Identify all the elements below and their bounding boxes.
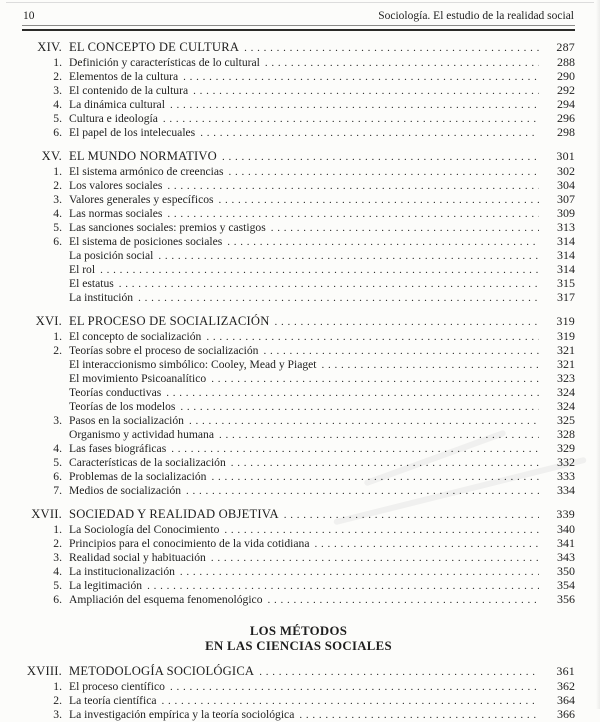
entry-number: 4.	[53, 98, 62, 111]
dot-leader	[119, 277, 539, 291]
dot-leader	[244, 40, 539, 56]
entry-label: La dinámica cultural	[69, 98, 165, 111]
entry-label: La institución	[69, 291, 134, 304]
dot-leader	[299, 708, 539, 722]
entry-number: 5.	[53, 221, 62, 234]
dot-leader	[227, 235, 539, 249]
toc-entry-row	[22, 179, 575, 193]
toc-entry-row	[22, 372, 575, 386]
entry-number: XVI.	[35, 314, 62, 328]
entry-number: 5.	[53, 112, 62, 125]
part-heading	[22, 624, 575, 654]
entry-number: 3.	[53, 193, 62, 206]
entry-number: 2.	[53, 179, 62, 192]
toc-entry-row	[22, 165, 575, 179]
entry-number: 1.	[53, 165, 62, 178]
entry-label: Teorías sobre el proceso de socialización	[69, 344, 259, 357]
entry-number: 2.	[53, 344, 62, 357]
toc-chapter-row	[22, 40, 575, 56]
dot-leader	[259, 664, 539, 680]
entry-label: EL CONCEPTO DE CULTURA	[69, 40, 240, 54]
toc-entry-row	[22, 551, 575, 565]
header-rule-thick	[22, 29, 575, 32]
entry-page: 339	[556, 507, 575, 521]
entry-number: 4.	[53, 442, 62, 455]
toc-chapter-row	[22, 507, 575, 523]
dot-leader	[268, 593, 540, 607]
entry-label: El sistema armónico de creencias	[69, 165, 224, 178]
toc-entry-row	[22, 330, 575, 344]
toc-entry-row	[22, 400, 575, 414]
toc-entry-row	[22, 680, 575, 694]
toc-entry-row	[22, 56, 575, 70]
entry-number: XVIII.	[26, 664, 62, 678]
toc-entry-row	[22, 277, 575, 291]
toc-entry-row	[22, 442, 575, 456]
entry-label: Valores generales y específicos	[69, 193, 214, 206]
dot-leader	[189, 414, 539, 428]
dot-leader	[322, 358, 540, 372]
entry-label: Pasos en la socialización	[69, 414, 184, 427]
entry-page: 319	[556, 314, 575, 328]
entry-label: La posición social	[69, 249, 154, 262]
toc-entry-row	[22, 386, 575, 400]
entry-number: 2.	[53, 537, 62, 550]
toc-entry-row	[22, 565, 575, 579]
toc-chapter-row	[22, 149, 575, 165]
entry-page: 296	[557, 111, 575, 125]
toc-entry-row	[22, 98, 575, 112]
toc-entry-row	[22, 193, 575, 207]
entry-label: El sistema de posiciones sociales	[69, 235, 223, 248]
page-number: 10	[23, 10, 35, 22]
dot-leader	[284, 507, 539, 523]
entry-number: 5.	[53, 579, 62, 592]
entry-page: 356	[557, 592, 575, 606]
entry-label: El proceso científico	[69, 680, 165, 693]
entry-label: Problemas de la socialización	[69, 470, 207, 483]
entry-label: El interaccionismo simbólico: Cooley, Mead y Piaget	[69, 358, 317, 371]
entry-number: 6.	[53, 470, 62, 483]
entry-page: 317	[557, 290, 575, 304]
entry-number: 3.	[53, 84, 62, 97]
entry-page: 314	[557, 262, 575, 276]
entry-page: 366	[557, 707, 575, 721]
toc-entry-row	[22, 207, 575, 221]
dot-leader	[200, 126, 539, 140]
toc-entry-row	[22, 358, 575, 372]
toc-entry-row	[22, 694, 575, 708]
dot-leader	[166, 386, 539, 400]
dot-leader	[100, 263, 539, 277]
dot-leader	[167, 207, 539, 221]
entry-page: 329	[557, 441, 575, 455]
entry-label: Ampliación del esquema fenomenológico	[69, 593, 263, 606]
entry-number: 1.	[53, 523, 62, 536]
toc-entry-row	[22, 414, 575, 428]
toc-entry-row	[22, 112, 575, 126]
toc-entry-row	[22, 235, 575, 249]
entry-page: 334	[557, 483, 575, 497]
entry-number: 2.	[53, 70, 62, 83]
header-rule-thin	[22, 25, 575, 26]
entry-page: 301	[556, 149, 575, 163]
part-heading-line1: LOS MÉTODOS	[249, 624, 348, 638]
toc-entry-row	[22, 70, 575, 84]
dot-leader	[162, 694, 539, 708]
entry-number: 1.	[53, 680, 62, 693]
toc-entry-row	[22, 428, 575, 442]
toc-list	[22, 40, 575, 607]
entry-label: El rol	[69, 263, 96, 276]
dot-leader	[229, 165, 539, 179]
dot-leader	[138, 291, 539, 305]
entry-label: Elementos de la cultura	[69, 70, 179, 83]
dot-leader	[265, 56, 539, 70]
entry-label: Principios para el conocimiento de la vida cotidiana	[69, 537, 310, 550]
toc-entry-row	[22, 291, 575, 305]
entry-label: EL MUNDO NORMATIVO	[69, 149, 217, 163]
dot-leader	[170, 98, 539, 112]
entry-label: La Sociología del Conocimiento	[69, 523, 220, 536]
entry-label: Las normas sociales	[69, 207, 163, 220]
entry-page: 321	[557, 357, 575, 371]
toc-entry-row	[22, 249, 575, 263]
entry-label: Realidad social y habituación	[69, 551, 206, 564]
entry-number: 5.	[53, 456, 62, 469]
entry-page: 314	[557, 248, 575, 262]
entry-page: 315	[557, 276, 575, 290]
entry-page: 304	[557, 178, 575, 192]
entry-label: Teorías de los modelos	[69, 400, 176, 413]
entry-label: La institucionalización	[69, 565, 175, 578]
dot-leader	[263, 344, 539, 358]
dot-leader	[158, 249, 539, 263]
toc-entry-row	[22, 84, 575, 98]
entry-page: 288	[557, 55, 575, 69]
entry-label: EL PROCESO DE SOCIALIZACIÓN	[69, 314, 270, 328]
toc-entry-row	[22, 537, 575, 551]
entry-label: La teoría científica	[69, 694, 157, 707]
entry-label: Características de la socialización	[69, 456, 226, 469]
entry-page: 332	[557, 455, 575, 469]
entry-page: 354	[557, 578, 575, 592]
dot-leader	[231, 456, 539, 470]
dot-leader	[219, 193, 539, 207]
dot-leader	[211, 372, 539, 386]
toc-chapter-row	[22, 664, 575, 680]
entry-number: 4.	[53, 565, 62, 578]
entry-page: 361	[556, 664, 575, 678]
dot-leader	[170, 680, 539, 694]
dot-leader	[206, 330, 539, 344]
dot-leader	[180, 565, 539, 579]
entry-page: 292	[557, 83, 575, 97]
entry-page: 324	[557, 385, 575, 399]
entry-page: 350	[557, 564, 575, 578]
entry-page: 362	[557, 679, 575, 693]
entry-page: 314	[557, 234, 575, 248]
dot-leader	[211, 551, 539, 565]
toc-entry-row	[22, 708, 575, 722]
toc-entry-row	[22, 221, 575, 235]
entry-page: 321	[557, 343, 575, 357]
entry-label: El movimiento Psicoanalítico	[69, 372, 207, 385]
dot-leader	[224, 523, 539, 537]
entry-number: 6.	[53, 126, 62, 139]
entry-page: 333	[557, 469, 575, 483]
entry-page: 324	[557, 399, 575, 413]
dot-leader	[271, 221, 539, 235]
toc-chapter-row	[22, 314, 575, 330]
entry-label: El contenido de la cultura	[69, 84, 189, 97]
entry-number: 3.	[53, 414, 62, 427]
toc-entry-row	[22, 484, 575, 498]
entry-number: 7.	[53, 484, 62, 497]
dot-leader	[211, 470, 539, 484]
entry-page: 302	[557, 164, 575, 178]
toc-entry-row	[22, 263, 575, 277]
entry-page: 298	[557, 125, 575, 139]
entry-label: METODOLOGÍA SOCIOLÓGICA	[69, 664, 255, 678]
dot-leader	[167, 179, 539, 193]
toc-entry-row	[22, 593, 575, 607]
entry-page: 323	[557, 371, 575, 385]
entry-label: Organismo y actividad humana	[69, 428, 214, 441]
entry-label: Definición y características de lo cultural	[69, 56, 260, 69]
entry-number: 6.	[53, 235, 62, 248]
entry-label: Medios de socialización	[69, 484, 182, 497]
entry-label: Teorías conductivas	[69, 386, 162, 399]
toc-entry-row	[22, 126, 575, 140]
entry-number: 2.	[53, 694, 62, 707]
entry-label: Las fases biográficas	[69, 442, 167, 455]
dot-leader	[219, 428, 539, 442]
header-rule	[22, 25, 575, 31]
running-header	[22, 9, 575, 23]
entry-label: Las sanciones sociales: premios y castigos	[69, 221, 266, 234]
entry-label: El concepto de socialización	[69, 330, 202, 343]
entry-page: 309	[557, 206, 575, 220]
dot-leader	[183, 70, 539, 84]
entry-page: 290	[557, 69, 575, 83]
entry-label: SOCIEDAD Y REALIDAD OBJETIVA	[69, 507, 279, 521]
dot-leader	[171, 442, 539, 456]
entry-number: 4.	[53, 207, 62, 220]
entry-label: Los valores sociales	[69, 179, 163, 192]
toc-entry-row	[22, 470, 575, 484]
entry-number: 3.	[53, 708, 62, 721]
dot-leader	[147, 579, 539, 593]
running-title: Sociología. El estudio de la realidad social	[378, 10, 574, 22]
part-heading-line2: EN LAS CIENCIAS SOCIALES	[205, 639, 392, 653]
entry-label: La investigación empírica y la teoría sociológica	[69, 708, 295, 721]
entry-page: 294	[557, 97, 575, 111]
dot-leader	[315, 537, 540, 551]
entry-page: 287	[556, 40, 575, 54]
entry-number: 6.	[53, 593, 62, 606]
entry-page: 340	[557, 522, 575, 536]
dot-leader	[186, 484, 539, 498]
toc-entry-row	[22, 523, 575, 537]
entry-label: El estatus	[69, 277, 114, 290]
entry-page: 319	[557, 329, 575, 343]
entry-page: 325	[557, 413, 575, 427]
entry-number: XV.	[41, 149, 62, 163]
entry-number: XVII.	[31, 507, 62, 521]
dot-leader	[275, 314, 540, 330]
toc-entry-row	[22, 456, 575, 470]
entry-label: La legitimación	[69, 579, 143, 592]
entry-page: 307	[557, 192, 575, 206]
entry-number: XIV.	[37, 40, 62, 54]
entry-page: 313	[557, 220, 575, 234]
entry-label: El papel de los intelecuales	[69, 126, 196, 139]
dot-leader	[180, 400, 539, 414]
dot-leader	[193, 84, 539, 98]
entry-label: Cultura e ideología	[69, 112, 158, 125]
entry-page: 341	[557, 536, 575, 550]
entry-number: 1.	[53, 56, 62, 69]
entry-page: 343	[557, 550, 575, 564]
dot-leader	[163, 112, 539, 126]
entry-number: 3.	[53, 551, 62, 564]
entry-number: 1.	[53, 330, 62, 343]
entry-page: 364	[557, 693, 575, 707]
toc-entry-row	[22, 579, 575, 593]
dot-leader	[222, 149, 539, 165]
toc-entry-row	[22, 344, 575, 358]
entry-page: 328	[557, 427, 575, 441]
toc-list	[22, 664, 575, 722]
